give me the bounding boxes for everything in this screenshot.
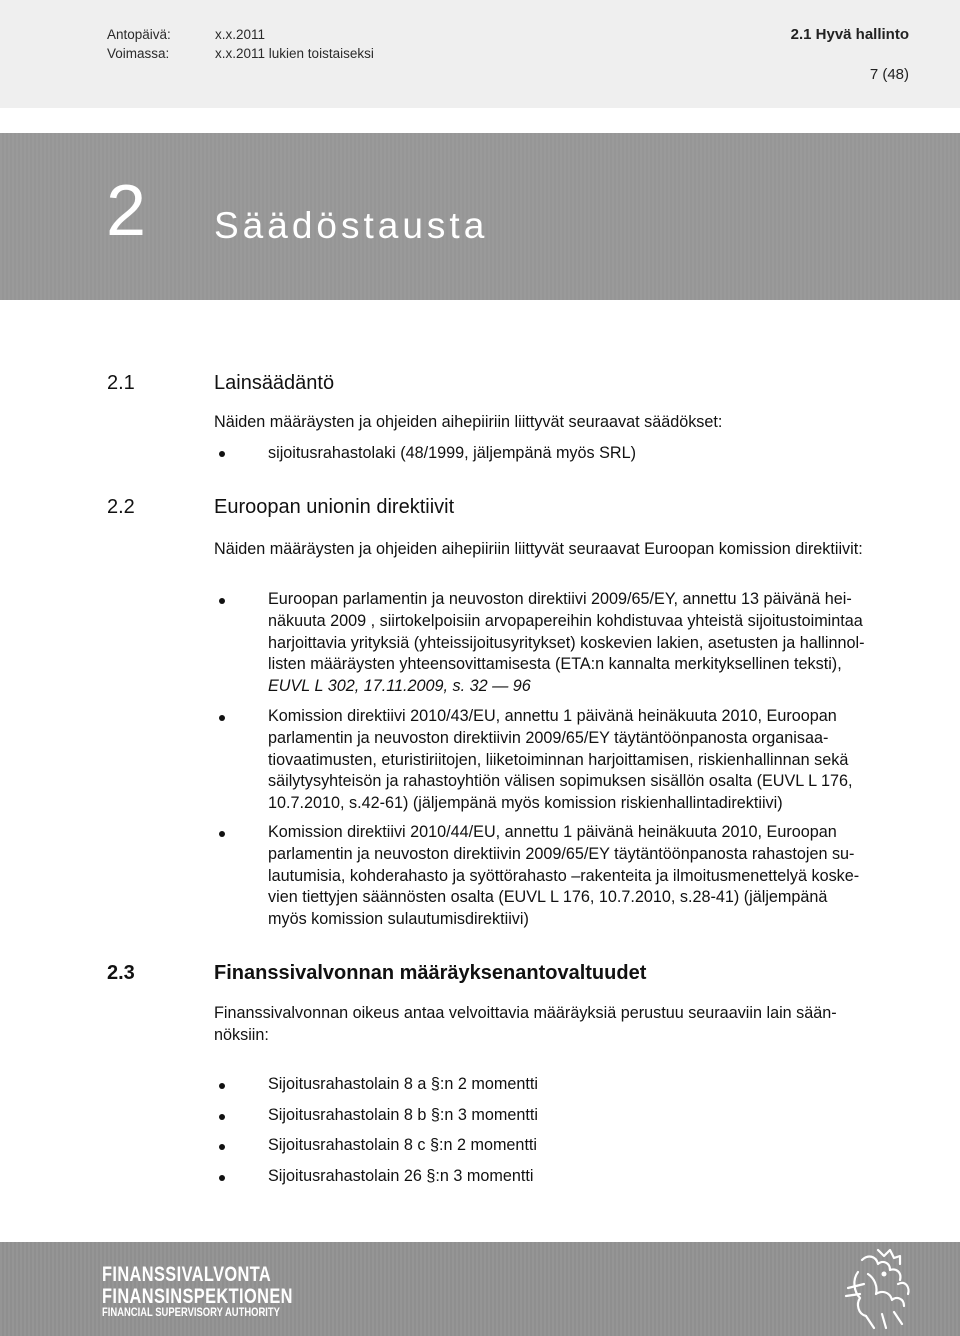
list-item-line: tiovaatimusten, eturistiriitojen, liiketoiminnan harjoittamisen, riskienhallinnan sekä [268,750,849,769]
list-item [268,443,908,465]
bullet-icon [219,1083,225,1089]
list-item-line: näkuuta 2009 , siirtokelpoisiin arvopapereihin kohdistuvaa yhteistä sijoitustoimintaa [268,611,863,630]
section-title: Lainsäädäntö [214,372,335,394]
section-intro-line: nöksiin: [214,1025,269,1044]
bullet-icon [219,715,225,721]
list-item-line: säilytysyhteisön ja rahastoyhtiön välisen sopimuksen sisällön osalta (EUVL L 176, [268,772,853,791]
list-item-line: EUVL L 302, 17.11.2009, s. 32 — 96 [268,677,531,696]
list-item: Sijoitusrahastolain 26 §:n 3 momentti [268,1167,534,1185]
logo-text-sv: FINANSINSPEKTIONEN [102,1285,293,1308]
list-item-line: harjoittavia yrityksiä (yhteissijoitusyritykset) koskevien lakien, asetusten ja hallinnol- [268,633,865,652]
list-item-line: parlamentin ja neuvoston direktiivin 2009/65/EY täytäntöönpanosta rahastojen su- [268,844,855,863]
bullet-icon [219,598,225,604]
list-item-line: parlamentin ja neuvoston direktiivin 2009/65/EY täytäntöönpanosta organisaa- [268,728,829,747]
section-title: Finanssivalvonnan määräyksenantovaltuudet [214,962,647,984]
logo-text-fi: FINANSSIVALVONTA [102,1263,272,1286]
list-item: Sijoitusrahastolain 8 a §:n 2 momentti [268,1075,538,1093]
list-item-line: Euroopan parlamentin ja neuvoston direktiivi 2009/65/EY, annettu 13 päivänä hei- [268,590,852,608]
list-item [268,589,908,698]
list-item [268,706,908,815]
list-item-line: vien tiettyjen säännösten osalta (EUVL L 176, 10.7.2010, s.28-41) (jäljempänä [268,888,828,907]
chapter-title: Säädöstausta [214,205,489,246]
list-item: Sijoitusrahastolain 8 b §:n 3 momentti [268,1106,538,1124]
valid-value: x.x.2011 lukien toistaiseksi [215,46,374,61]
list-item-line: sijoitusrahastolaki (48/1999, jäljempänä myös SRL) [268,444,636,462]
lion-emblem-icon [838,1244,918,1334]
section-number: 2.3 [107,962,135,984]
list-item-line: myös komission sulautumisdirektiivi) [268,910,529,929]
bullet-icon [219,831,225,837]
bullet-icon [219,1175,225,1181]
list-item-line: Komission direktiivi 2010/44/EU, annettu 1 päivänä heinäkuuta 2010, Euroopan [268,823,837,841]
section-intro: Näiden määräysten ja ohjeiden aihepiiriin liittyvät seuraavat Euroopan komission direktiivit: [214,540,863,558]
section-intro [214,1003,894,1047]
bullet-icon [219,1144,225,1150]
logo-text-en: FINANCIAL SUPERVISORY AUTHORITY [102,1307,280,1319]
bullet-icon [219,451,225,457]
list-item: Sijoitusrahastolain 8 c §:n 2 momentti [268,1136,538,1154]
chapter-number: 2 [106,171,147,251]
section-title: Euroopan unionin direktiivit [214,496,455,518]
section-reference: 2.1 Hyvä hallinto [790,26,909,43]
section-intro: Näiden määräysten ja ohjeiden aihepiiriin liittyvät seuraavat säädökset: [214,413,723,431]
list-item-line: listen määräysten yhteensovittamisesta (ETA:n kannalta merkityksellinen teksti), [268,655,842,674]
list-item-line: 10.7.2010, s.42-61) (jäljempänä myös komission riskienhallintadirektiivi) [268,794,783,813]
section-number: 2.1 [107,372,135,394]
section-number: 2.2 [107,496,135,518]
section-intro-line: Finanssivalvonnan oikeus antaa velvoittavia määräyksiä perustuu seuraaviin lain sään- [214,1004,837,1022]
list-item-line: lautumisia, kohderahasto ja syöttörahasto –rakenteita ja ilmoitusmenettelyä koske- [268,866,860,885]
issued-value: x.x.2011 [215,27,266,42]
bullet-icon [219,1114,225,1120]
list-item [268,822,908,931]
list-item-line: Komission direktiivi 2010/43/EU, annettu 1 päivänä heinäkuuta 2010, Euroopan [268,707,837,725]
page-number: 7 (48) [869,66,909,83]
issued-label: Antopäivä: [107,27,171,42]
valid-label: Voimassa: [107,46,170,61]
